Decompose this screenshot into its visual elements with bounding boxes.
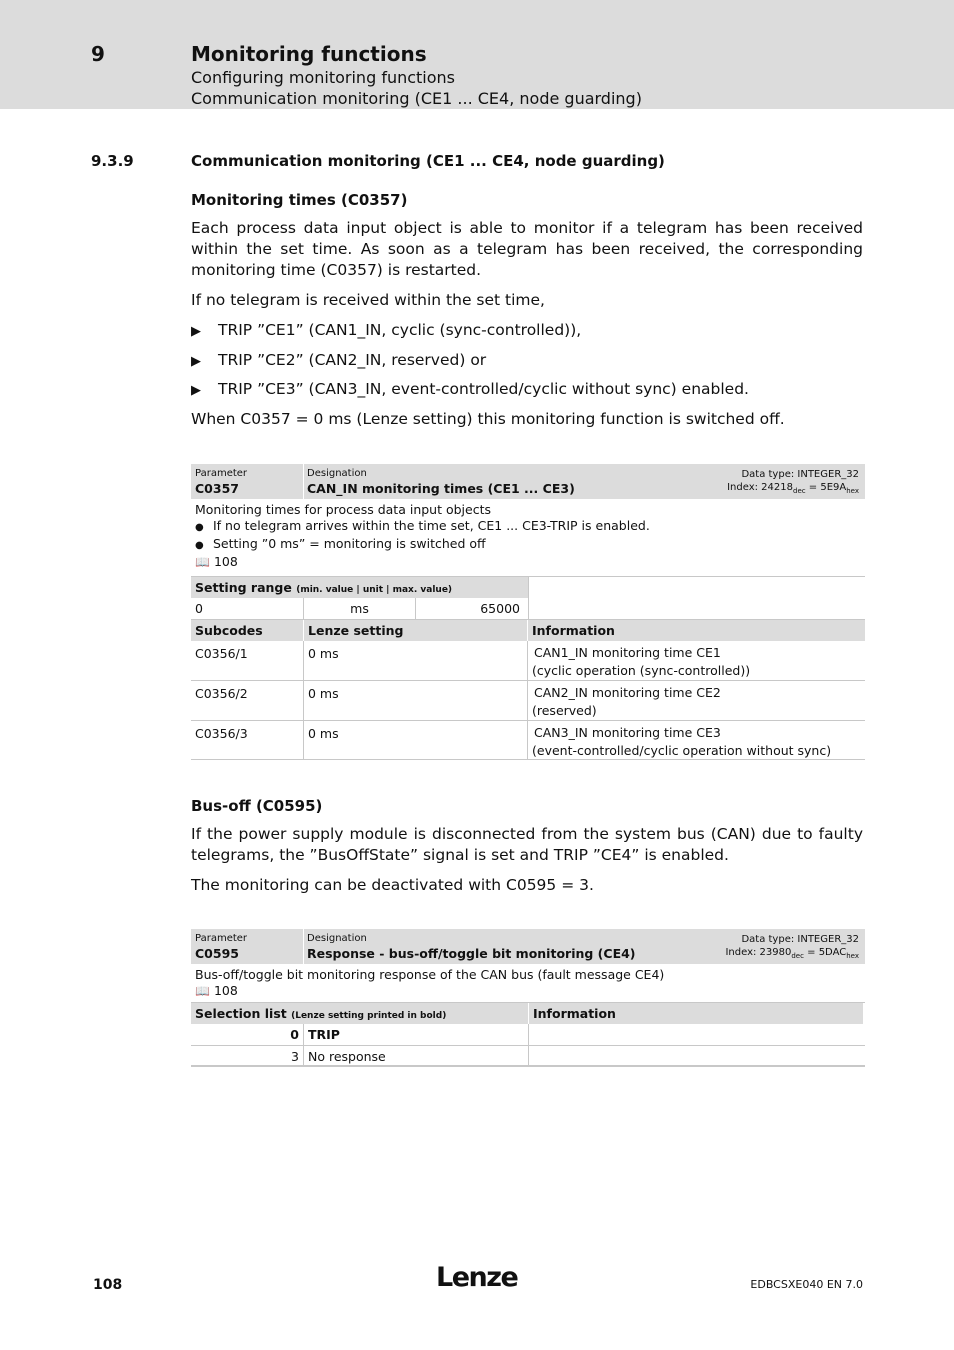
bullet-item <box>191 320 581 342</box>
parameter-table-c0357 <box>191 464 865 760</box>
col-information: Information <box>528 1003 863 1024</box>
monitoring-times-para-1: Each process data input object is able to monitor if a telegram has been received within the set time. As soon as a telegram has been received, the corresponding monitoring time (C0357) is restarted. <box>191 219 863 279</box>
designation-cell <box>307 933 636 961</box>
header-subtitle-2: Communication monitoring (CE1 ... CE4, node guarding) <box>191 89 642 108</box>
col-information: Information <box>527 620 865 641</box>
setting-range-header-row <box>191 577 865 598</box>
description-bullet: ● If no telegram arrives within the time set, CE1 ... CE3-TRIP is enabled. <box>195 518 861 536</box>
range-min: 0 <box>195 601 203 616</box>
parameter-description <box>191 964 865 1003</box>
section-title: Communication monitoring (CE1 ... CE4, node guarding) <box>191 152 665 170</box>
parameter-cell <box>195 468 247 496</box>
index-value: Index: $23980_{dec} = 5DAC_{hex}$ <box>725 947 859 960</box>
subcode: C0356/1 <box>195 646 248 661</box>
header-subtitle-1: Configuring monitoring functions <box>191 68 456 87</box>
chapter-title: Monitoring functions <box>191 42 427 66</box>
index-value: Index: $24218_{dec} = 5E9A_{hex}$ <box>727 482 859 495</box>
parameter-description <box>191 499 865 577</box>
parameter-table-header <box>191 929 865 964</box>
selection-row <box>191 1024 865 1046</box>
col-subcodes: Subcodes <box>191 620 303 641</box>
setting-range-label: Setting range (min. value | unit | max. value) <box>191 577 528 598</box>
dot-bullet-icon: ● <box>195 540 204 551</box>
triangle-bullet-icon: ▶ <box>191 383 201 398</box>
divider <box>303 929 304 964</box>
subcodes-header-row <box>191 620 865 641</box>
document-reference: EDBCSXE040 EN 7.0 <box>750 1278 863 1291</box>
selection-list-header-row <box>191 1003 865 1024</box>
lenze-setting: 0 ms <box>303 721 527 759</box>
triangle-bullet-icon: ▶ <box>191 354 201 369</box>
lenze-logo: Lenze <box>436 1262 518 1293</box>
bullet-text: TRIP ”CE2” (CAN2_IN, reserved) or <box>218 351 487 369</box>
selection-row <box>191 1046 865 1067</box>
page-reference[interactable]: 📖 108 <box>195 983 238 998</box>
parameter-table-c0595 <box>191 929 865 1067</box>
page-header <box>0 0 954 109</box>
monitoring-times-para-2: If no telegram is received within the set time, <box>191 291 545 309</box>
range-max: 65000 <box>415 598 528 619</box>
empty-cell <box>528 598 865 619</box>
parameter-code: C0595 <box>195 946 239 961</box>
monitoring-times-heading: Monitoring times (C0357) <box>191 191 408 209</box>
page-reference[interactable]: 📖 108 <box>195 554 238 569</box>
option-value: 3 <box>291 1049 299 1064</box>
option-label: TRIP <box>303 1024 528 1045</box>
designation-text: Response - bus-off/toggle bit monitoring (CE4) <box>307 946 636 961</box>
parameter-label: Parameter <box>195 933 248 944</box>
empty-cell <box>528 1046 865 1065</box>
monitoring-times-para-3: When C0357 = 0 ms (Lenze setting) this monitoring function is switched off. <box>191 410 785 428</box>
bullet-text: TRIP ”CE1” (CAN1_IN, cyclic (sync-controlled)), <box>218 321 582 339</box>
bus-off-heading: Bus-off (C0595) <box>191 797 323 815</box>
triangle-bullet-icon: ▶ <box>191 324 201 339</box>
information: CAN3_IN monitoring time CE3 (event-controlled/cyclic operation without sync) <box>527 721 865 759</box>
data-type-cell <box>725 933 859 963</box>
page-number: 108 <box>93 1277 123 1293</box>
col-lenze-setting: Lenze setting <box>303 620 527 641</box>
description-text: Bus-off/toggle bit monitoring response of the CAN bus (fault message CE4) <box>195 967 665 982</box>
data-type-cell <box>727 468 859 498</box>
option-value: 0 <box>290 1027 299 1042</box>
subcode: C0356/2 <box>195 686 248 701</box>
designation-cell <box>307 468 575 496</box>
designation-text: CAN_IN monitoring times (CE1 ... CE3) <box>307 481 575 496</box>
section-number: 9.3.9 <box>91 152 134 170</box>
bullet-item <box>191 350 486 372</box>
range-unit: ms <box>303 598 415 619</box>
designation-label: Designation <box>307 468 367 479</box>
divider <box>303 464 304 499</box>
description-bullet: ● Setting ”0 ms” = monitoring is switched off <box>195 536 861 554</box>
parameter-code: C0357 <box>195 481 239 496</box>
table-row <box>191 681 865 721</box>
table-row <box>191 721 865 760</box>
bullet-item <box>191 379 749 401</box>
data-type: Data type: INTEGER_32 <box>741 469 859 480</box>
empty-cell <box>528 577 865 598</box>
selection-list-label: Selection list (Lenze setting printed in bold) <box>191 1003 528 1024</box>
bus-off-para-1: If the power supply module is disconnected from the system bus (CAN) due to faulty telegrams, the ”BusOffState” signal is set and TRIP ”CE4” is enabled. <box>191 825 863 864</box>
lenze-setting: 0 ms <box>303 681 527 720</box>
option-label: No response <box>303 1046 528 1065</box>
setting-range-values-row <box>191 598 865 620</box>
book-icon: 📖 <box>195 984 210 998</box>
data-type: Data type: INTEGER_32 <box>741 934 859 945</box>
dot-bullet-icon: ● <box>195 522 204 533</box>
designation-label: Designation <box>307 933 367 944</box>
description-text: Monitoring times for process data input objects <box>195 502 492 517</box>
chapter-number: 9 <box>91 42 105 66</box>
subcode: C0356/3 <box>195 726 248 741</box>
information: CAN1_IN monitoring time CE1 (cyclic operation (sync-controlled)) <box>527 641 865 680</box>
empty-cell <box>528 1024 865 1045</box>
parameter-label: Parameter <box>195 468 248 479</box>
table-row <box>191 641 865 681</box>
parameter-table-header <box>191 464 865 499</box>
bullet-text: TRIP ”CE3” (CAN3_IN, event-controlled/cyclic without sync) enabled. <box>218 380 749 398</box>
parameter-cell <box>195 933 247 961</box>
bus-off-para-2: The monitoring can be deactivated with C0595 = 3. <box>191 876 594 894</box>
book-icon: 📖 <box>195 555 210 569</box>
lenze-setting: 0 ms <box>303 641 527 680</box>
information: CAN2_IN monitoring time CE2 (reserved) <box>527 681 865 720</box>
